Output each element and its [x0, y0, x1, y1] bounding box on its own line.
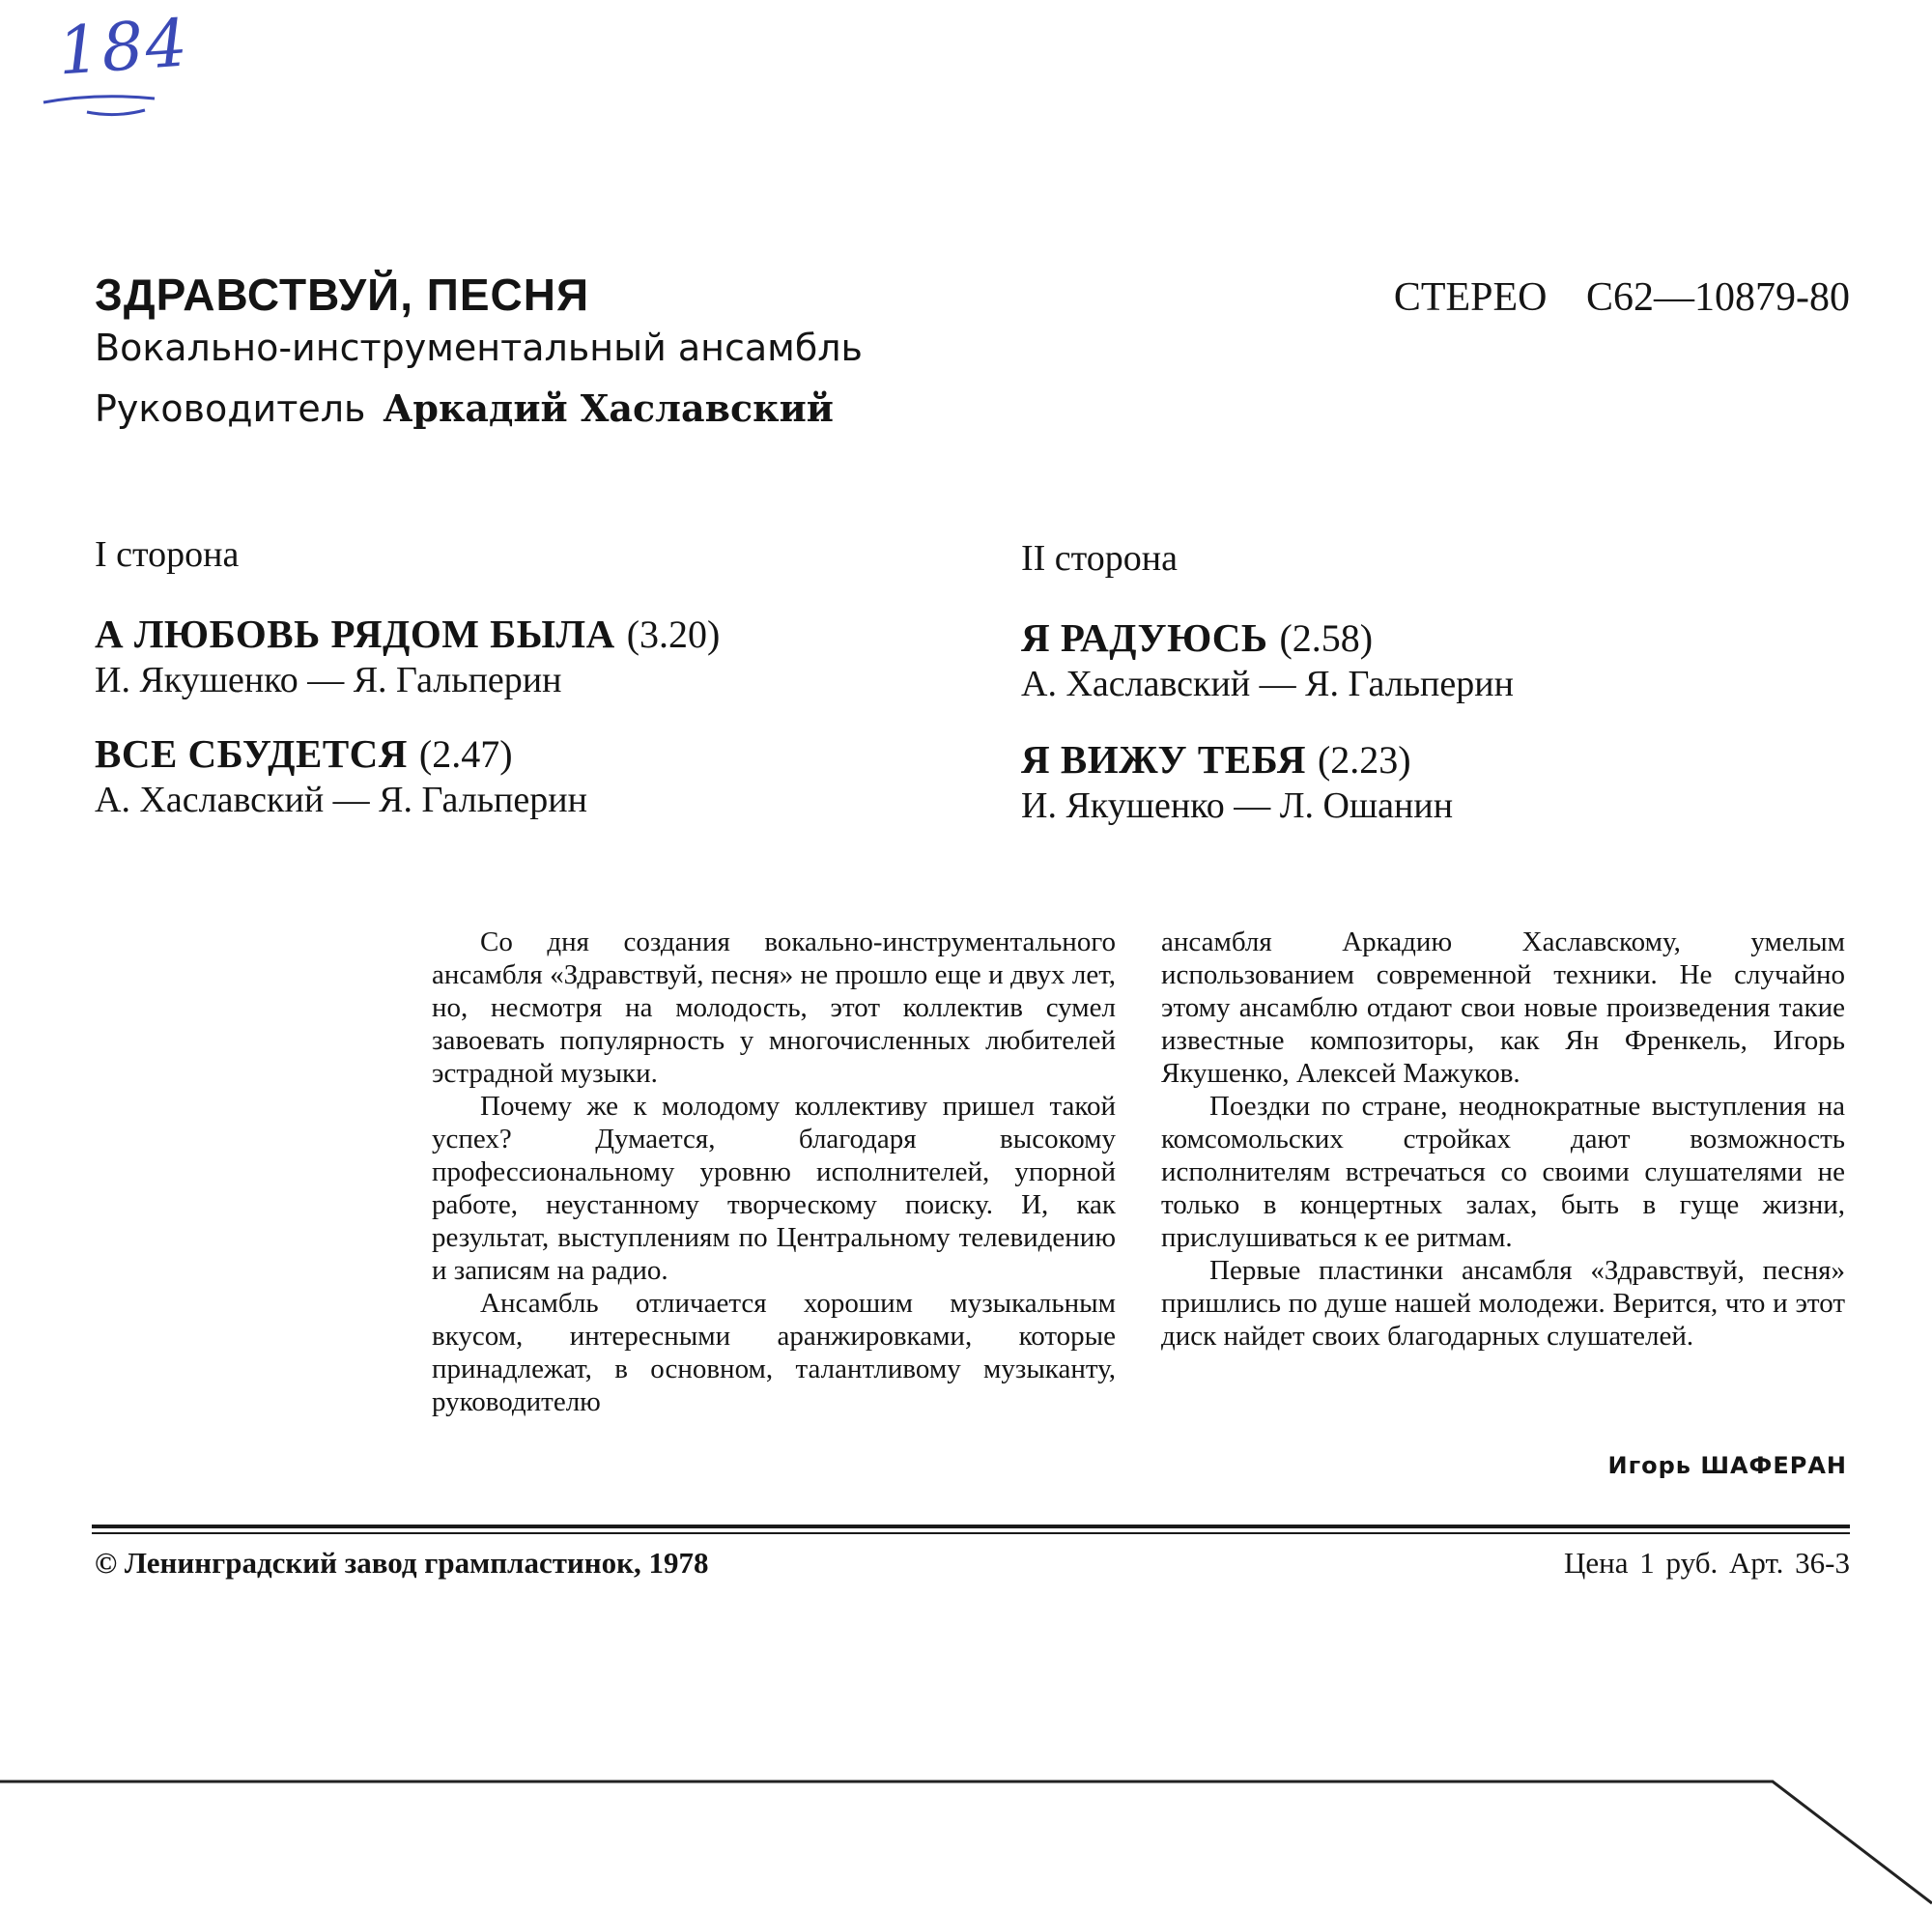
- handwritten-number: 184: [55, 5, 192, 91]
- side-one-track-1: [95, 611, 964, 701]
- album-title: ЗДРАВСТВУЙ, ПЕСНЯ: [95, 270, 590, 320]
- track-credit: И. Якушенко — Я. Гальперин: [95, 660, 562, 700]
- footer-rule-thin: [92, 1532, 1850, 1534]
- liner-notes-column-2: [1161, 926, 1845, 1353]
- liner-paragraph: Со дня создания вокально-инструментального ансамбля «Здравствуй, песня» не прошло еще и двух лет, но, несмотря на молодость, этот коллектив сумел завоевать популярность у многочисленных любителей эстрадной музыки.: [432, 926, 1116, 1089]
- track-credit: А. Хаславский — Я. Гальперин: [1021, 664, 1514, 704]
- catalog-number: СТЕРЕО С62—10879-80: [1393, 275, 1850, 320]
- footer-rule: [92, 1525, 1850, 1528]
- publisher-copyright: © Ленинградский завод грампластинок, 1978: [95, 1546, 709, 1580]
- side-two-track-1: [1021, 614, 1890, 705]
- liner-paragraph: Ансамбль отличается хорошим музыкальным вкусом, интересными аранжировками, которые принадлежат, в основном, талантливому музыканту, руководителю: [432, 1288, 1116, 1417]
- liner-notes-column-1: [432, 926, 1116, 1418]
- track-duration: (2.58): [1279, 616, 1374, 660]
- ensemble-leader: [95, 386, 834, 430]
- track-credit: И. Якушенко — Л. Ошанин: [1021, 785, 1454, 826]
- liner-paragraph: Первые пластинки ансамбля «Здравствуй, песня» пришлись по душе нашей молодежи. Верится, что и этот диск найдет своих благодарных слушателей.: [1161, 1255, 1845, 1352]
- track-title: Я ВИЖУ ТЕБЯ: [1021, 737, 1306, 782]
- sleeve-edge-line: [0, 1758, 1932, 1910]
- track-duration: (2.47): [418, 732, 513, 776]
- side-one-heading: I сторона: [95, 534, 240, 575]
- track-credit: А. Хаславский — Я. Гальперин: [95, 780, 587, 820]
- side-one-track-2: [95, 730, 964, 821]
- track-duration: (2.23): [1317, 738, 1411, 782]
- leader-name: Аркадий Хаславский: [383, 386, 834, 430]
- leader-label: Руководитель: [95, 387, 366, 430]
- liner-paragraph: Почему же к молодому коллективу пришел такой успех? Думается, благодаря высокому профессиональному уровню исполнителей, упорной работе, неустанному творческому поиску. И, как результат, выступлениям по Центральному телевидению и записям на радио.: [432, 1091, 1116, 1286]
- track-title: Я РАДУЮСЬ: [1021, 615, 1268, 660]
- track-duration: (3.20): [626, 613, 721, 656]
- liner-notes-author: Игорь ШАФЕРАН: [1607, 1452, 1847, 1479]
- price-article: Цена 1 руб. Арт. 36-3: [1564, 1546, 1850, 1580]
- handwritten-underline: [39, 85, 174, 124]
- track-title: ВСЕ СБУДЕТСЯ: [95, 731, 408, 776]
- side-two-track-2: [1021, 736, 1890, 827]
- side-two-heading: II сторона: [1021, 538, 1178, 579]
- track-title: А ЛЮБОВЬ РЯДОМ БЫЛА: [95, 612, 615, 656]
- liner-paragraph: ансамбля Аркадию Хаславскому, умелым использованием современной техники. Не случайно этому ансамблю отдают свои новые произведения такие известные композиторы, как Ян Френкель, Игорь Якушенко, Алексей Мажуков.: [1161, 926, 1845, 1089]
- ensemble-description: Вокально-инструментальный ансамбль: [95, 327, 863, 369]
- liner-paragraph: Поездки по стране, неоднократные выступления на комсомольских стройках дают возможность исполнителям встречаться со своими слушателями не только в концертных залах, быть в гуще жизни, прислушиваться к ее ритмам.: [1161, 1091, 1845, 1253]
